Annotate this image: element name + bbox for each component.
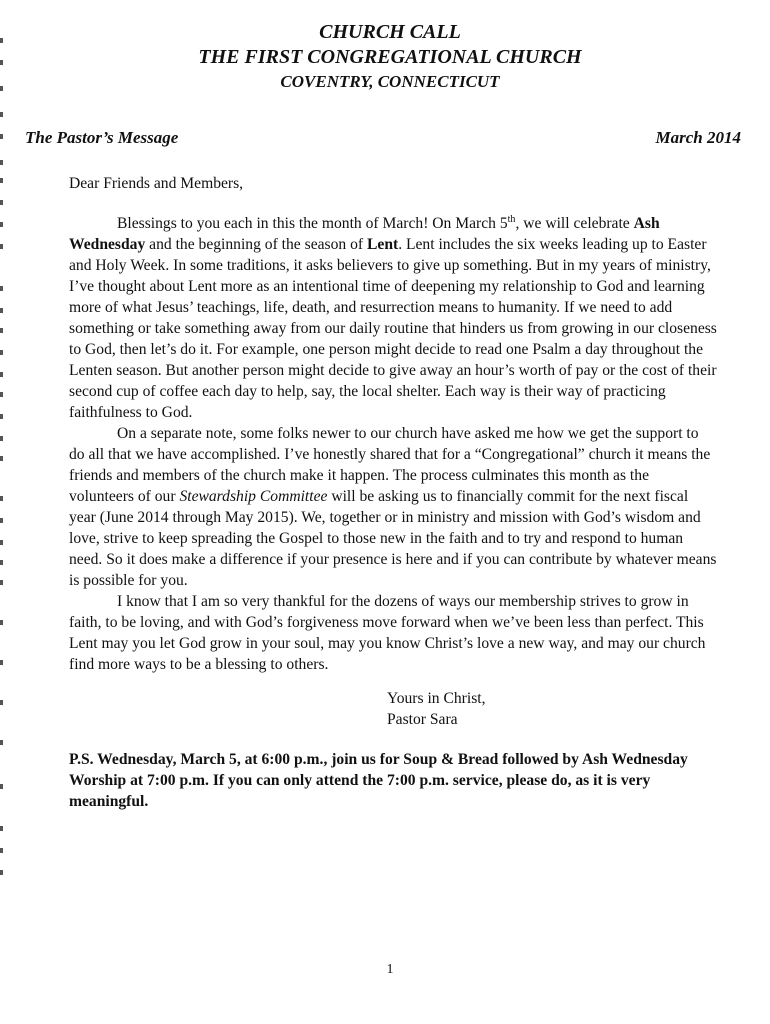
paragraph-1: Blessings to you each in this the month of March! On March 5th, we will celebrate Ash Wednesday and the beginning of the season of Lent. Lent includes the six weeks leading up to Easter and Holy Week. In some traditions, it asks believers to give up something. But in my years of ministry, I’ve thought about Lent more as an intentional time of deepening my relationship to God and learning more of what Jesus’ teachings, life, death, and resurrection means to humanity. If we need to add something or take something away from our daily routine that hinders us from growing in our closeness to God, then let’s do it. For example, one person might decide to read one Psalm a day throughout the Lenten season. But another person might decide to give away an hour’s worth of pay or the cost of their second cup of coffee each day to help, say, the local shelter. Each way is their way of practicing faithfulness to God. <box>69 213 717 421</box>
newsletter-title: CHURCH CALL <box>319 21 461 43</box>
section-date: March 2014 <box>655 128 741 147</box>
stewardship-committee-emphasis: Stewardship Committee <box>179 488 328 505</box>
closing-line: Yours in Christ, <box>387 690 486 707</box>
page-number: 1 <box>386 962 394 977</box>
salutation: Dear Friends and Members, <box>69 175 244 192</box>
letter-body <box>69 173 717 812</box>
line-number-marks <box>0 0 6 900</box>
newsletter-header <box>0 20 770 94</box>
postscript: P.S. Wednesday, March 5, at 6:00 p.m., join us for Soup & Bread followed by Ash Wednesday Worship at 7:00 p.m. If you can only attend the 7:00 p.m. service, please do, as it is very meaningful. <box>69 751 688 810</box>
church-name: THE FIRST CONGREGATIONAL CHURCH <box>198 46 582 68</box>
church-location: COVENTRY, CONNECTICUT <box>280 72 500 91</box>
paragraph-2: On a separate note, some folks newer to our church have asked me how we get the support to do all that we have accomplished. I’ve honestly shared that for a “Congregational” church it means the friends and members of the church make it happen. The process culminates this month as the volunteers of our Stewardship Committee will be asking us to financially commit for the next fiscal year (June 2014 through May 2015). We, together or in ministry and mission with God’s wisdom and love, strive to keep spreading the Gospel to those new in the faith and to try and respond to human need. So it does make a difference if your presence is here and if you can contribute by whatever means is possible for you. <box>69 425 717 589</box>
section-heading <box>25 128 741 148</box>
lent-emphasis: Lent <box>367 236 399 253</box>
closing-block <box>387 688 717 730</box>
paragraph-3: I know that I am so very thankful for the dozens of ways our membership strives to grow in faith, to be loving, and with God’s forgiveness move forward when we’ve been less than perfect. This Lent may you let God grow in your soul, may you know Christ’s love a new way, and may our church find more ways to be a blessing to others. <box>69 593 706 673</box>
signature: Pastor Sara <box>387 711 458 728</box>
section-title: The Pastor’s Message <box>25 128 179 147</box>
ash-wednesday-emphasis: Ash Wednesday <box>69 215 660 253</box>
